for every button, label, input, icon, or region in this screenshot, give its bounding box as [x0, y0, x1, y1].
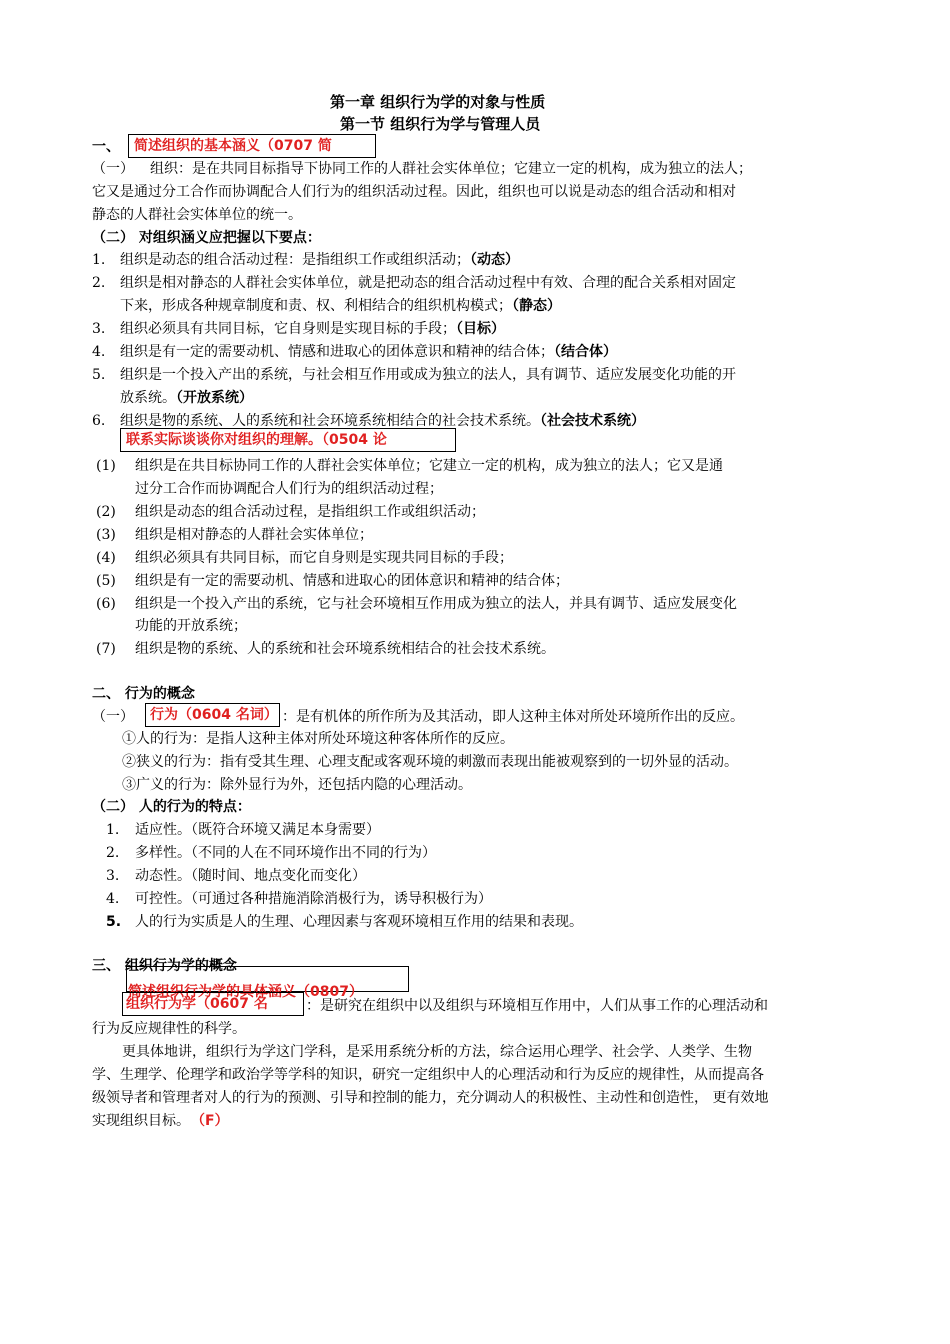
part3-paragraph-line: 实现组织目标。 （F）	[92, 1113, 229, 1129]
part3-definition-line-1: ：是研究在组织中以及组织与环境相互作用中，人们从事工作的心理活动和	[306, 998, 768, 1014]
point-number: 3.	[92, 321, 106, 337]
part1-sub1-line-2: 它又是通过分工合作而协调配合人们行为的组织活动过程。因此，组织也可以说是动态的组合活动和相对	[92, 184, 736, 200]
part1-sub2-heading: （二） 对组织涵义应把握以下要点：	[92, 230, 321, 246]
item-number: (3)	[96, 527, 116, 543]
item-number: (2)	[96, 504, 116, 520]
item-line: 组织是动态的组合活动过程，是指组织工作或组织活动；	[135, 504, 485, 520]
item-number: (1)	[96, 458, 116, 474]
part1-boxed-label-2: 联系实际谈谈你对组织的理解。（0504 论	[126, 432, 387, 448]
point-number: 4.	[92, 344, 106, 360]
item-line: 过分工合作而协调配合人们行为的组织活动过程；	[135, 481, 443, 497]
part1-sub1-number: （一）	[92, 161, 134, 177]
point-line: 组织是动态的组合活动过程：是指组织工作或组织活动；（动态）	[120, 252, 519, 268]
part3-definition-line-2: 行为反应规律性的科学。	[92, 1021, 246, 1037]
item-line: 组织是有一定的需要动机、情感和进取心的团体意识和精神的结合体；	[135, 573, 569, 589]
point-line: 下来，形成各种规章制度和责、权、利相结合的组织机构模式；（静态）	[120, 298, 561, 314]
point-line: 组织是相对静态的人群社会实体单位，就是把动态的组合活动过程中有效、合理的配合关系相对固定	[120, 275, 736, 291]
feature-number: 5.	[106, 914, 122, 930]
section-title: 第一节 组织行为学与管理人员	[340, 115, 541, 133]
item-number: (4)	[96, 550, 116, 566]
point-line: 放系统。（开放系统）	[120, 390, 253, 406]
part3-paragraph-line: 学、生理学、伦理学和政治学等学科的知识，研究一定组织中人的心理活动和行为反应的规律性，从而提高各	[92, 1067, 764, 1083]
part3-paragraph-line: 级领导者和管理者对人的行为的预测、引导和控制的能力，充分调动人的积极性、主动性和创造性， 更有效地	[92, 1090, 769, 1106]
item-number: (6)	[96, 596, 116, 612]
item-number: (7)	[96, 641, 116, 657]
part3-paragraph-line: 更具体地讲，组织行为学这门学科，是采用系统分析的方法，综合运用心理学、社会学、人类学、生物	[122, 1044, 752, 1060]
point-number: 6.	[92, 413, 106, 429]
part3-boxed-label-top: 简述组织行为学的具体涵义（0807）	[128, 984, 363, 1000]
point-number: 5.	[92, 367, 106, 383]
point-line: 组织是物的系统、人的系统和社会环境系统相结合的社会技术系统。（社会技术系统）	[120, 413, 645, 429]
point-line: 组织是一个投入产出的系统，与社会相互作用或成为独立的法人，具有调节、适应发展变化功能的开	[120, 367, 736, 383]
part1-sub1-line-1: 组织：是在共同目标指导下协同工作的人群社会实体单位；它建立一定的机构，成为独立的法人；	[150, 161, 752, 177]
part2-boxed-label: 行为（0604 名词）	[150, 707, 278, 723]
item-line: 组织必须具有共同目标，而它自身则是实现共同目标的手段；	[135, 550, 513, 566]
feature-text: 多样性。（不同的人在不同环境作出不同的行为）	[135, 845, 436, 861]
part1-heading-number: 一、	[92, 139, 120, 155]
chapter-title: 第一章 组织行为学的对象与性质	[330, 93, 546, 111]
feature-number: 3.	[106, 868, 120, 884]
point-number: 2.	[92, 275, 106, 291]
feature-number: 1.	[106, 822, 120, 838]
behavior-definition: ③广义的行为：除外显行为外，还包括内隐的心理活动。	[122, 777, 472, 793]
point-number: 1.	[92, 252, 106, 268]
behavior-definition: ①人的行为：是指人这种主体对所处环境这种客体所作的反应。	[122, 731, 514, 747]
point-line: 组织是有一定的需要动机、情感和进取心的团体意识和精神的结合体；（结合体）	[120, 344, 617, 360]
part3-heading: 三、 组织行为学的概念	[92, 958, 237, 974]
item-line: 组织是在共目标协同工作的人群社会实体单位；它建立一定的机构，成为独立的法人；它又是通	[135, 458, 723, 474]
item-line: 组织是相对静态的人群社会实体单位；	[135, 527, 373, 543]
feature-number: 2.	[106, 845, 120, 861]
feature-text: 动态性。（随时间、地点变化而变化）	[135, 868, 366, 884]
feature-text: 人的行为实质是人的生理、心理因素与客观环境相互作用的结果和表现。	[135, 914, 583, 930]
point-line: 组织必须具有共同目标，它自身则是实现目标的手段；（目标）	[120, 321, 505, 337]
item-number: (5)	[96, 573, 116, 589]
part2-sub2-heading: （二） 人的行为的特点：	[92, 799, 251, 815]
part3-boxed-label: 组织行为学（0607 名	[126, 996, 268, 1012]
item-line: 组织是一个投入产出的系统，它与社会环境相互作用成为独立的法人，并具有调节、适应发展变化	[135, 596, 737, 612]
behavior-definition: ②狭义的行为：指有受其生理、心理支配或客观环境的刺激而表现出能被观察到的一切外显的活动。	[122, 754, 738, 770]
part1-sub1-line-3: 静态的人群社会实体单位的统一。	[92, 207, 302, 223]
item-line: 功能的开放系统；	[135, 618, 247, 634]
part2-heading: 二、 行为的概念	[92, 686, 195, 702]
part2-sub1-text: ：是有机体的所作所为及其活动，即人这种主体对所处环境所作出的反应。	[282, 709, 744, 725]
feature-text: 适应性。（既符合环境又满足本身需要）	[135, 822, 380, 838]
part2-sub1-number: （一）	[92, 709, 134, 725]
item-line: 组织是物的系统、人的系统和社会环境系统相结合的社会技术系统。	[135, 641, 555, 657]
feature-number: 4.	[106, 891, 120, 907]
feature-text: 可控性。（可通过各种措施消除消极行为，诱导积极行为）	[135, 891, 492, 907]
part1-boxed-label: 简述组织的基本涵义（0707 简	[134, 138, 332, 154]
